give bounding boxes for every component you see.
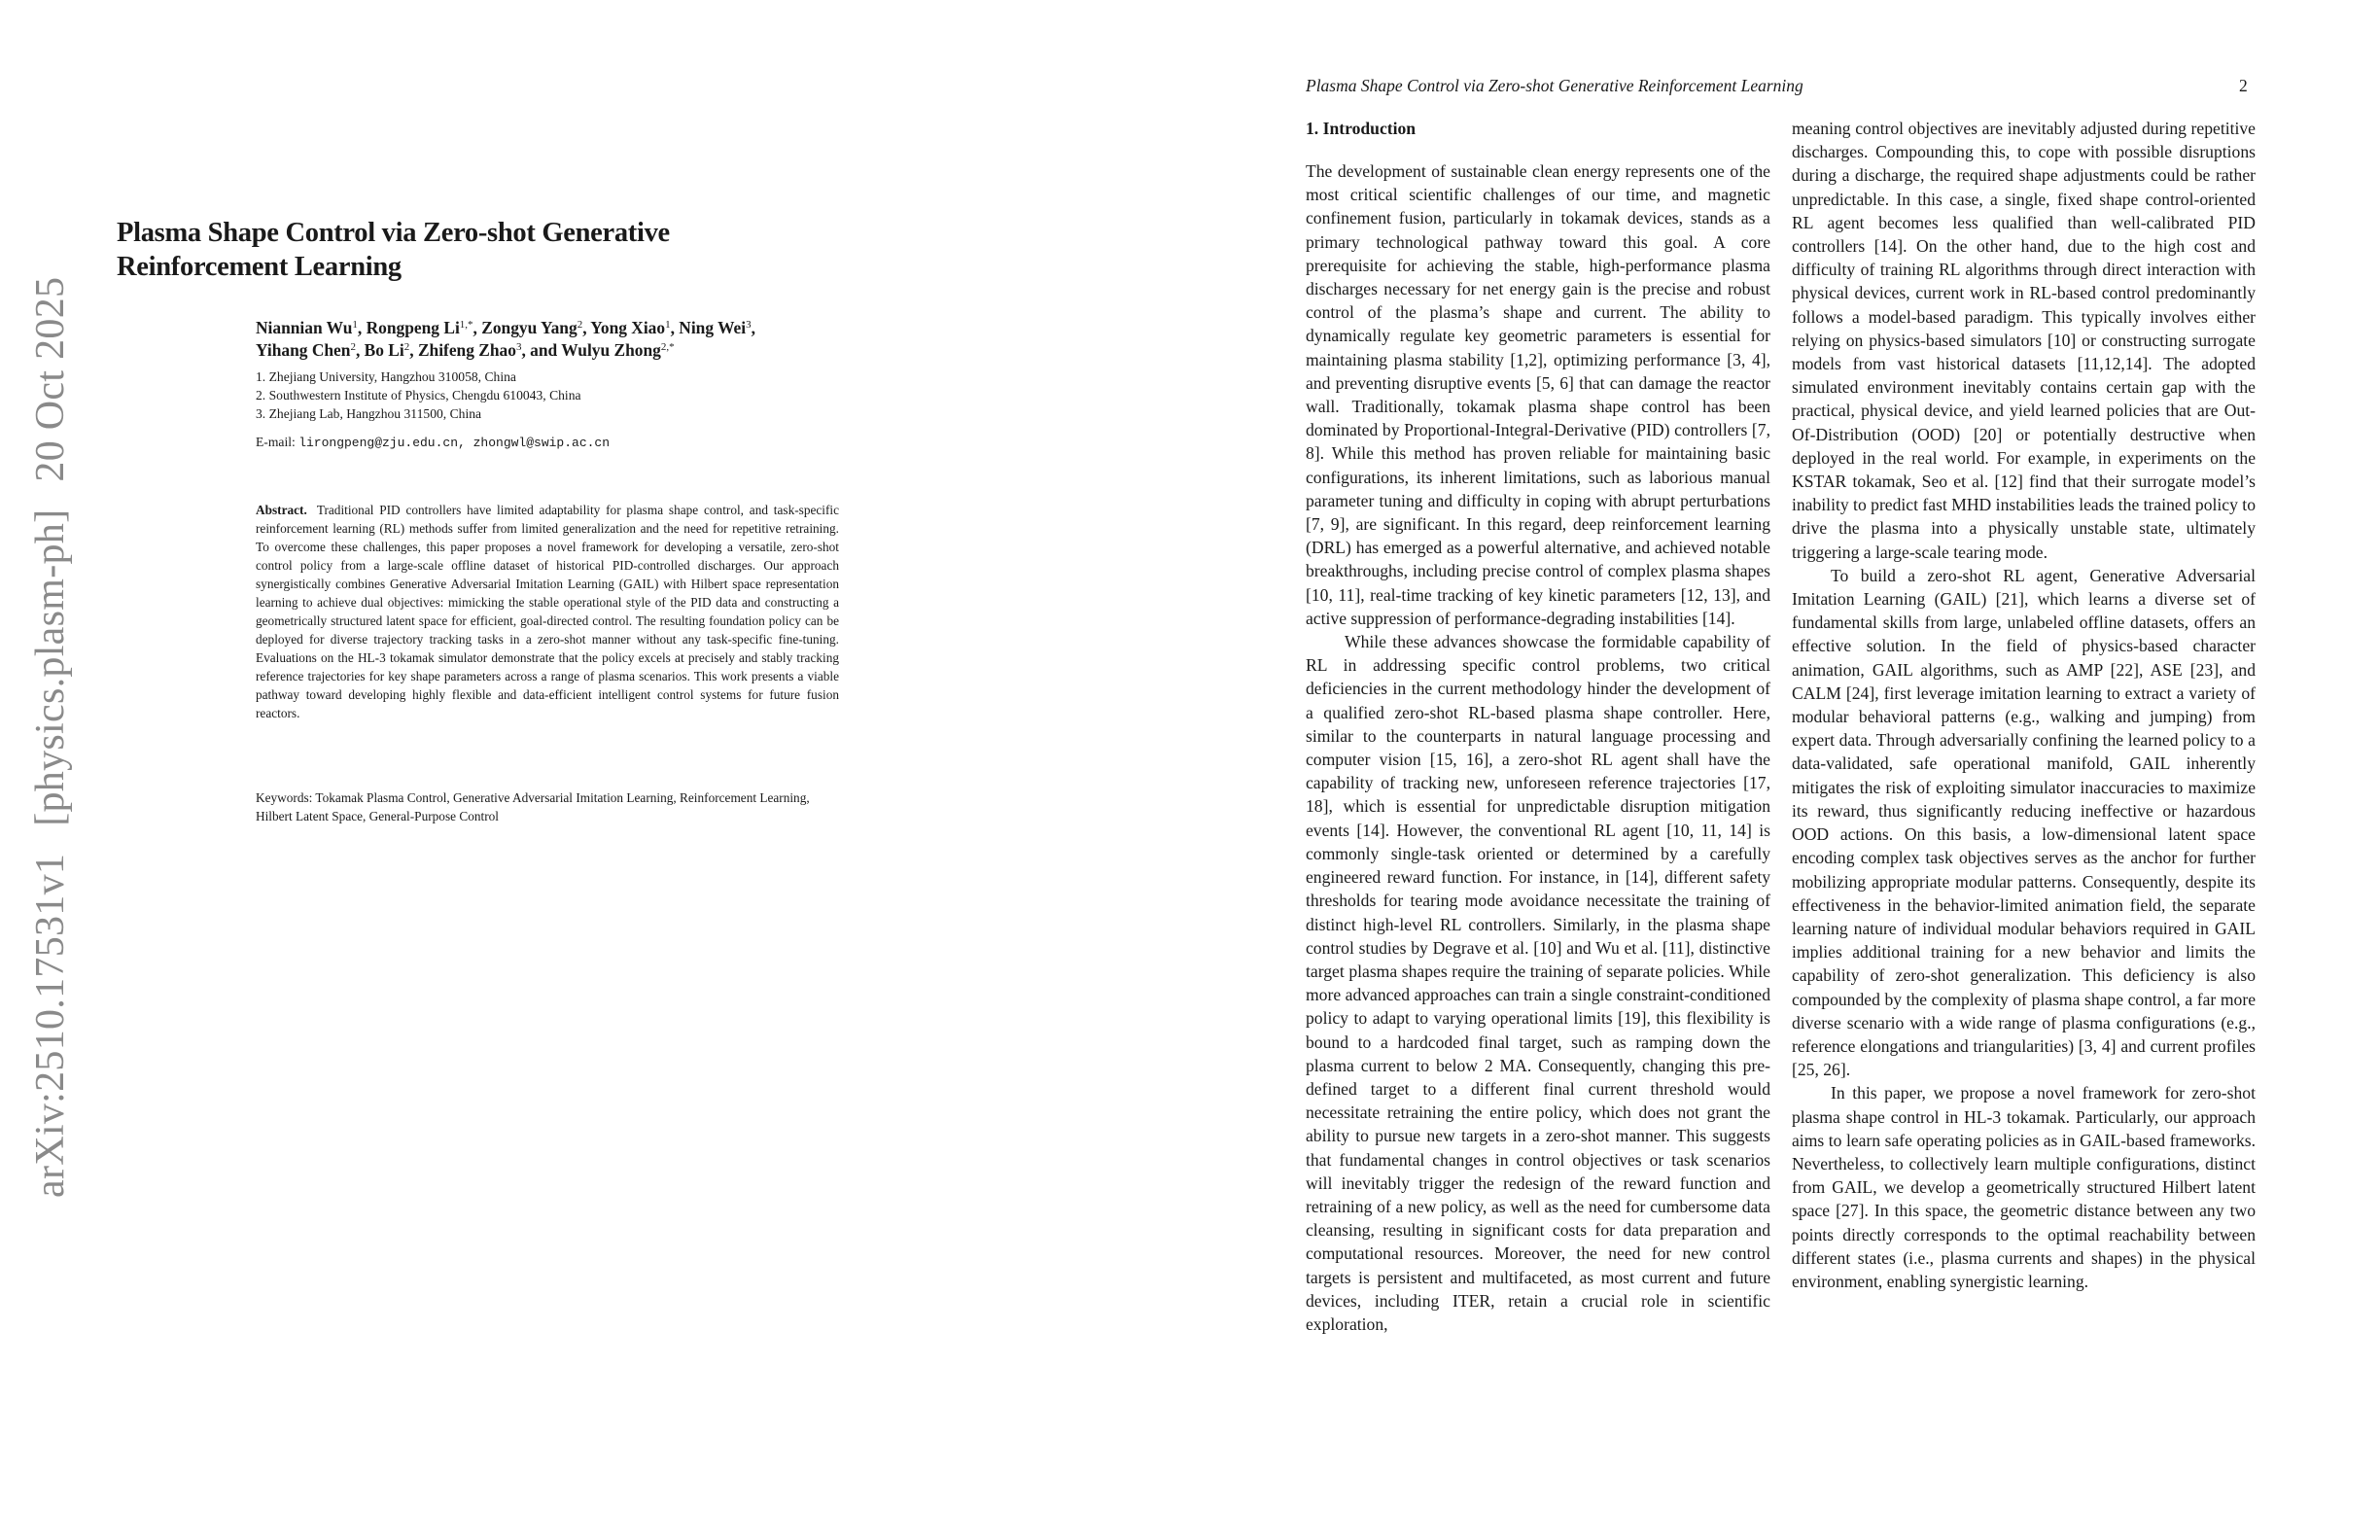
author-affiliation-mark: 3 (746, 319, 752, 331)
author-separator: , (751, 318, 755, 337)
author-name: Ning Wei (679, 318, 747, 337)
arxiv-date: 20 Oct 2025 (28, 276, 73, 482)
author-affiliation-mark: 1,* (459, 319, 473, 331)
arxiv-identifier-stamp (27, 250, 74, 1198)
abstract-text: Traditional PID controllers have limited adaptability for plasma shape control, and task-specific reinforcement learning (RL) methods suffer from limited generalization and the need for repetitive retraining. To overcome these challenges, this paper proposes a novel framework for developing a versatile, zero-shot control policy from a large-scale offline dataset of historical PID-controlled discharges. Our approach synergistically combines Generative Adversarial Imitation Learning (GAIL) with Hilbert space representation learning to achieve dual objectives: mimicking the stable operational style of the PID data and constructing a geometrically structured latent space for efficient, goal-directed control. The resulting foundation policy can be deployed for diverse trajectory tracking tasks in a zero-shot manner without any task-specific fine-tuning. Evaluations on the HL-3 tokamak simulator demonstrate that the policy excels at precisely and stably tracking reference trajectories for key shape parameters across a range of plasma scenarios. This work presents a viable pathway toward developing highly flexible and data-efficient intelligent control systems for future fusion reactors. (256, 503, 839, 720)
arxiv-id: arXiv:2510.17531v1 (28, 853, 73, 1198)
paragraph: The development of sustainable clean energy represents one of the most critical scientific challenges of our time, and magnetic confinement fusion, particularly in tokamak devices, stands as a primary technological pathway toward this goal. A core prerequisite for achieving the stable, high-performance plasma discharges necessary for net energy gain is the precise and robust control of the plasma’s shape and current. The ability to dynamically regulate key geometric parameters is essential for maintaining plasma stability [1,2], optimizing performance [3, 4], and preventing disruptive events [5, 6] that can damage the reactor wall. Traditionally, tokamak plasma shape control has been dominated by Proportional-Integral-Derivative (PID) controllers [7, 8]. While this method has proven reliable for maintaining basic configurations, its inherent limitations, such as laborious manual parameter tuning and difficulty in coping with abrupt perturbations [7, 9], are significant. In this regard, deep reinforcement learning (DRL) has emerged as a powerful alternative, and achieved notable breakthroughs, including precise control of complex plasma shapes [10, 11], real-time tracking of key kinetic parameters [12, 13], and active suppression of performance-degrading instabilities [14]. (1306, 161, 1770, 628)
author-affiliation-mark: 1 (665, 319, 671, 331)
author-name: Zhifeng Zhao (417, 340, 516, 360)
section-heading-introduction: 1. Introduction (1306, 119, 1417, 138)
paragraph: meaning control objectives are inevitably adjusted during repetitive discharges. Compounding this, to cope with possible disruptions during a discharge, the required shape adjustments could be rather unpredictable. In this case, a single, fixed shape control-oriented RL agent becomes less qualified than well-calibrated PID controllers [14]. On the other hand, due to the high cost and difficulty of training RL algorithms through direct interaction with physical devices, current work in RL-based control predominantly follows a model-based paradigm. This typically involves either relying on physics-based simulators [10] or constructing surrogate models from vast historical datasets [11,12,14]. The adopted simulated environment inevitably contains certain gap with the practical, physical device, and yield learned policies that are Out-Of-Distribution (OOD) [20] or potentially destructive when deployed in the real world. For example, in experiments on the KSTAR tokamak, Seo et al. [12] find that their surrogate model’s inability to predict fast MHD instabilities leads the trained policy to drive the plasma into a physically unstable state, ultimately triggering a large-scale tearing mode. (1792, 119, 2256, 562)
title-line-1: Plasma Shape Control via Zero-shot Generative (117, 218, 670, 248)
body-column-right (1792, 117, 2256, 1293)
author-separator: , (357, 318, 367, 337)
paper-title (117, 216, 719, 284)
author-affiliation-mark: 2 (577, 319, 583, 331)
author-name: Wulyu Zhong (561, 340, 661, 360)
paragraph: While these advances showcase the formidable capability of RL in addressing specific control problems, two critical deficiencies in the current methodology hinder the development of a qualified zero-shot RL-based plasma shape controller. Here, similar to the counterparts in natural language processing and computer vision [15, 16], a zero-shot RL agent shall have the capability of tracking new, unforeseen reference trajectories [17, 18], which is essential for unpredictable disruption mitigation events [14]. However, the conventional RL agent [10, 11, 14] is commonly single-task oriented or determined by a carefully engineered reward function. For instance, in [14], different safety thresholds for tearing mode avoidance necessitate the training of distinct high-level RL controllers. Similarly, in the plasma shape control studies by Degrave et al. [10] and Wu et al. [11], distinctive target plasma shapes require the training of separate policies. While more advanced approaches can train a single constraint-conditioned policy to adapt to varying operational limits [19], this flexibility is bound to a hardcoded final target, such as ramping down the plasma current to below 2 MA. Consequently, changing this pre-defined target to a different final current threshold would necessitate retraining the entire policy, which does not grant the ability to pursue new targets in a zero-shot manner. This suggests that fundamental changes in control objectives or task scenarios will inevitably trigger the redesign of the reward function and retraining of a new policy, as well as the need for cumbersome data cleansing, resulting in significant costs for data preparation and computational resources. Moreover, the need for new control targets is persistent and multifaceted, as most current and future devices, including ITER, retain a crucial role in scientific exploration, (1306, 632, 1770, 1334)
email-label: E-mail: (256, 435, 296, 449)
arxiv-category: [physics.plasm-ph] (28, 508, 73, 826)
paragraph: In this paper, we propose a novel framework for zero-shot plasma shape control in HL-3 tokamak. Particularly, our approach aims to learn safe operating policies as in GAIL-based frameworks. Nevertheless, to collectively learn multiple configurations, distinct from GAIL, we develop a geometrically structured Hilbert latent space [27]. In this space, the geometric distance between any two points directly corresponds to the optimal reachability between different states (i.e., plasma currents and shapes) in the physical environment, enabling synergistic learning. (1792, 1083, 2256, 1291)
author-name: Rongpeng Li (366, 318, 460, 337)
author-separator: , and (521, 340, 562, 360)
email-addresses[interactable]: lirongpeng@zju.edu.cn, zhongwl@swip.ac.cn (298, 436, 611, 450)
author-list (256, 317, 878, 362)
author-name: Bo Li (364, 340, 404, 360)
affiliation-3: 3. Zhejiang Lab, Hangzhou 311500, China (256, 406, 482, 421)
contact-email (256, 435, 610, 450)
author-separator: , (670, 318, 680, 337)
author-separator: , (355, 340, 365, 360)
author-affiliation-mark: 2 (403, 341, 410, 353)
affiliation-2: 2. Southwestern Institute of Physics, Chengdu 610043, China (256, 388, 581, 402)
author-separator: , (582, 318, 591, 337)
title-line-2: Reinforcement Learning (117, 252, 402, 282)
paragraph: To build a zero-shot RL agent, Generative Adversarial Imitation Learning (GAIL) [21], which learns a diverse set of fundamental skills from large, unlabeled offline datasets, offers an effective solution. In the field of physics-based character animation, GAIL algorithms, such as AMP [22], ASE [23], and CALM [24], first leverage imitation learning to extract a variety of modular behavioral patterns (e.g., walking and jumping) from expert data. Through adversarially confining the learned policy to a data-validated, safe operational manifold, GAIL inherently mitigates the risk of exploiting simulator inaccuracies to maximize its reward, thus significantly reducing ineffective or hazardous OOD actions. On this basis, a low-dimensional latent space encoding complex task objectives serves as the anchor for further mobilizing appropriate modular patterns. Consequently, despite its effectiveness in the behavior-limited animation field, the separate learning nature of individual modular behaviors required in GAIL implies additional training for a new behavior and limits the capability of zero-shot generalization. This deficiency is also compounded by the complexity of plasma shape control, a far more diverse scenario with a wide range of plasma configurations (e.g., reference elongations and triangularities) [3, 4] and current profiles [25, 26]. (1792, 565, 2256, 1080)
abstract (256, 501, 839, 722)
author-name: Zongyu Yang (481, 318, 578, 337)
author-affiliation-mark: 2,* (660, 341, 675, 353)
author-separator: , (409, 340, 418, 360)
author-separator: , (472, 318, 482, 337)
author-affiliation-mark: 3 (515, 341, 522, 353)
author-affiliation-mark: 2 (350, 341, 356, 353)
author-affiliation-mark: 1 (352, 319, 358, 331)
abstract-label: Abstract. (256, 503, 307, 517)
affiliation-1: 1. Zhejiang University, Hangzhou 310058, China (256, 369, 516, 384)
author-name: Niannian Wu (256, 318, 353, 337)
keywords: Keywords: Tokamak Plasma Control, Generative Adversarial Imitation Learning, Reinforcement Learning, Hilbert Latent Space, General-Purpose Control (256, 790, 810, 823)
author-name: Yong Xiao (590, 318, 666, 337)
page-number: 2 (2239, 76, 2248, 95)
affiliations (256, 368, 878, 423)
body-column-left (1306, 117, 1770, 1336)
running-head: Plasma Shape Control via Zero-shot Generative Reinforcement Learning (1306, 76, 1803, 95)
author-name: Yihang Chen (256, 340, 351, 360)
